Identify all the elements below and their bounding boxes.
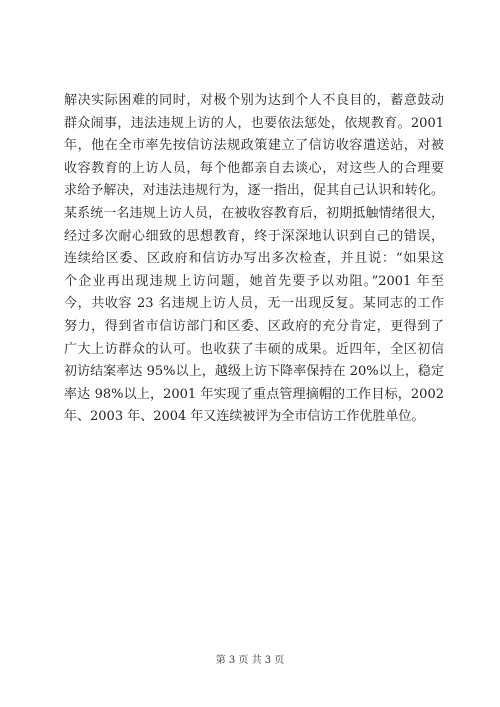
text-line: 努力，得到省市信访部门和区委、区政府的充分肯定，更得到了 [64, 318, 444, 334]
text-line: 初访结案率达 95%以上，越级上访下降率保持在 20%以上，稳定 [64, 364, 444, 380]
text-line: 群众闹事，违法违规上访的人，也要依法惩处，依规教育。2001 [64, 115, 444, 131]
text-line: 率达 98%以上，2001 年实现了重点管理摘帽的工作目标，2002 [64, 386, 444, 402]
text-line: 今，共收容 23 名违规上访人员，无一出现反复。某同志的工作 [64, 296, 444, 312]
text-line: 连续给区委、区政府和信访办写出多次检查，并且说：“如果这 [64, 251, 444, 267]
text-line: 某系统一名违规上访人员，在被收容教育后，初期抵触情绪很大， [64, 205, 444, 221]
text-line: 年，他在全市率先按信访法规政策建立了信访收容遣送站，对被 [64, 138, 444, 154]
text-line: 收容教育的上访人员，每个他都亲自去谈心，对这些人的合理要 [64, 160, 444, 176]
text-line: 求给予解决，对违法违规行为，逐一指出，促其自己认识和转化。 [64, 183, 444, 199]
text-line: 解决实际困难的同时，对极个别为达到个人不良目的，蓄意鼓动 [64, 93, 444, 108]
text-line: 广大上访群众的认可。也收获了丰硕的成果。近四年，全区初信 [64, 341, 444, 357]
text-line: 年、2003 年、2004 年又连续被评为全市信访工作优胜单位。 [64, 409, 425, 425]
text-line: 个企业再出现违规上访问题，她首先要予以劝阻。”2001 年至 [64, 273, 444, 289]
page-number-footer: 第 3 页 共 3 页 [215, 655, 285, 666]
text-line: 经过多次耐心细致的思想教育，终于深深地认识到自己的错误， [64, 228, 444, 244]
body-paragraph [64, 90, 444, 429]
